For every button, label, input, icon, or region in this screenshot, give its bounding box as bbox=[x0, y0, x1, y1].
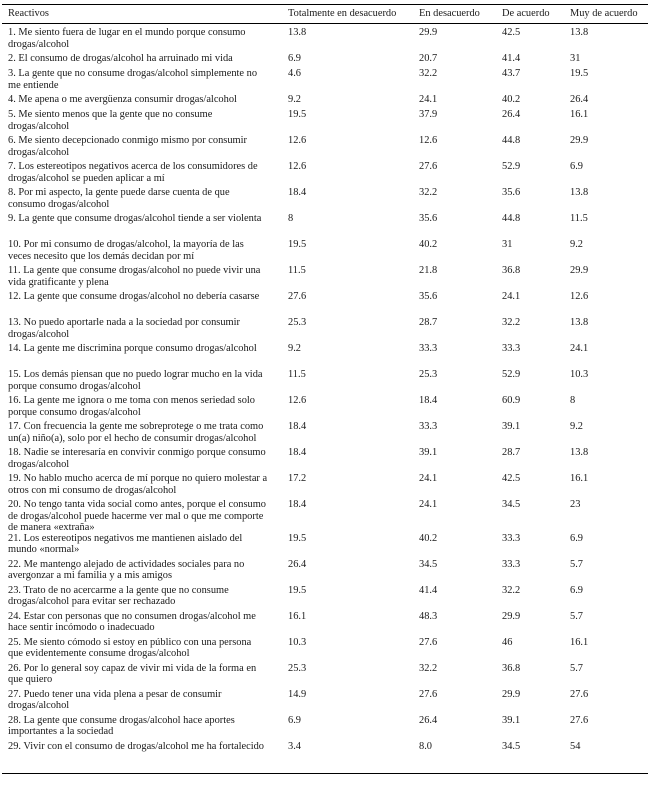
value-totalmente-en-desacuerdo: 14.9 bbox=[288, 689, 307, 701]
value-totalmente-en-desacuerdo: 11.5 bbox=[288, 265, 306, 277]
item-text: 4. Me apena o me avergüenza consumir drogas/alcohol bbox=[8, 94, 237, 106]
item-text: 1. Me siento fuera de lugar en el mundo porque consumo drogas/alcohol bbox=[8, 27, 246, 50]
header-reactivos: Reactivos bbox=[2, 5, 282, 24]
value-totalmente-en-desacuerdo: 18.4 bbox=[288, 447, 307, 459]
item-text: 9. La gente que consume drogas/alcohol tiende a ser violenta bbox=[8, 213, 262, 225]
table-row bbox=[2, 24, 648, 54]
table-row bbox=[2, 68, 648, 94]
value-muy-de-acuerdo: 23 bbox=[570, 499, 581, 511]
value-totalmente-en-desacuerdo: 4.6 bbox=[288, 68, 301, 80]
table-row bbox=[2, 499, 648, 533]
value-muy-de-acuerdo: 8 bbox=[570, 395, 576, 407]
value-en-desacuerdo: 39.1 bbox=[419, 447, 438, 459]
value-en-desacuerdo: 24.1 bbox=[419, 499, 438, 511]
value-totalmente-en-desacuerdo: 9.2 bbox=[288, 94, 301, 106]
item-text: 11. La gente que consume drogas/alcohol no puede vivir una vida gratificante y plena bbox=[8, 265, 261, 288]
value-muy-de-acuerdo: 11.5 bbox=[570, 213, 588, 225]
value-totalmente-en-desacuerdo: 10.3 bbox=[288, 637, 307, 649]
table-row bbox=[2, 447, 648, 473]
item-text: 16. La gente me ignora o me toma con menos seriedad solo porque consumo drogas/alcohol bbox=[8, 395, 255, 418]
table-row bbox=[2, 343, 648, 369]
value-totalmente-en-desacuerdo: 12.6 bbox=[288, 161, 307, 173]
value-totalmente-en-desacuerdo: 3.4 bbox=[282, 741, 413, 774]
value-en-desacuerdo: 34.5 bbox=[419, 559, 438, 571]
value-en-desacuerdo: 40.2 bbox=[419, 533, 438, 545]
item-text: 21. Los estereotipos negativos me mantienen aislado del mundo «normal» bbox=[8, 533, 243, 556]
value-totalmente-en-desacuerdo: 9.2 bbox=[288, 343, 301, 355]
value-muy-de-acuerdo: 13.8 bbox=[570, 447, 589, 459]
item-text: 2. El consumo de drogas/alcohol ha arruinado mi vida bbox=[8, 53, 233, 65]
value-totalmente-en-desacuerdo: 18.4 bbox=[288, 421, 307, 433]
table-row bbox=[2, 317, 648, 343]
value-de-acuerdo: 42.5 bbox=[502, 473, 521, 485]
value-de-acuerdo: 36.8 bbox=[502, 663, 521, 675]
value-totalmente-en-desacuerdo: 17.2 bbox=[288, 473, 307, 485]
value-muy-de-acuerdo: 9.2 bbox=[570, 239, 583, 251]
value-totalmente-en-desacuerdo: 11.5 bbox=[288, 369, 306, 381]
value-en-desacuerdo: 32.2 bbox=[419, 68, 438, 80]
value-muy-de-acuerdo: 5.7 bbox=[570, 663, 583, 675]
value-muy-de-acuerdo: 6.9 bbox=[570, 585, 583, 597]
value-en-desacuerdo: 41.4 bbox=[419, 585, 438, 597]
item-text: 22. Me mantengo alejado de actividades sociales para no avergonzar a mi familia y a mis amigos bbox=[8, 559, 245, 582]
value-de-acuerdo: 52.9 bbox=[502, 161, 521, 173]
table-row bbox=[2, 741, 648, 774]
value-de-acuerdo: 28.7 bbox=[502, 447, 521, 459]
table-row bbox=[2, 369, 648, 395]
value-muy-de-acuerdo: 13.8 bbox=[570, 317, 589, 329]
item-text: 20. No tengo tanta vida social como antes, porque el consumo de drogas/alcohol puede hacerme ver mal o que me comporte de manera «extraña» bbox=[8, 499, 266, 533]
item-text: 8. Por mi aspecto, la gente puede darse cuenta de que consumo drogas/alcohol bbox=[8, 187, 230, 210]
value-de-acuerdo: 33.3 bbox=[502, 559, 521, 571]
item-text: 29. Vivir con el consumo de drogas/alcohol me ha fortalecido bbox=[2, 741, 282, 774]
value-en-desacuerdo: 32.2 bbox=[419, 187, 438, 199]
value-totalmente-en-desacuerdo: 25.3 bbox=[288, 317, 307, 329]
value-en-desacuerdo: 40.2 bbox=[419, 239, 438, 251]
table-row bbox=[2, 715, 648, 741]
value-de-acuerdo: 29.9 bbox=[502, 611, 521, 623]
header-muy-de-acuerdo: Muy de acuerdo bbox=[564, 5, 648, 24]
value-muy-de-acuerdo: 5.7 bbox=[570, 559, 583, 571]
item-text: 24. Estar con personas que no consumen drogas/alcohol me hace sentir incómodo o inadecuado bbox=[8, 611, 256, 634]
value-totalmente-en-desacuerdo: 19.5 bbox=[288, 239, 307, 251]
value-de-acuerdo: 33.3 bbox=[502, 533, 521, 545]
value-muy-de-acuerdo: 16.1 bbox=[570, 473, 589, 485]
value-en-desacuerdo: 26.4 bbox=[419, 715, 438, 727]
value-de-acuerdo: 52.9 bbox=[502, 369, 521, 381]
value-en-desacuerdo: 33.3 bbox=[419, 343, 438, 355]
value-de-acuerdo: 35.6 bbox=[502, 187, 521, 199]
value-muy-de-acuerdo: 29.9 bbox=[570, 135, 589, 147]
table-row bbox=[2, 663, 648, 689]
stigma-survey-table bbox=[2, 4, 648, 774]
table-row bbox=[2, 395, 648, 421]
value-totalmente-en-desacuerdo: 19.5 bbox=[288, 585, 307, 597]
table-row bbox=[2, 559, 648, 585]
value-de-acuerdo: 43.7 bbox=[502, 68, 521, 80]
value-totalmente-en-desacuerdo: 12.6 bbox=[288, 135, 307, 147]
value-muy-de-acuerdo: 5.7 bbox=[570, 611, 583, 623]
value-en-desacuerdo: 18.4 bbox=[419, 395, 438, 407]
item-text: 12. La gente que consume drogas/alcohol no debería casarse bbox=[8, 291, 260, 303]
value-muy-de-acuerdo: 27.6 bbox=[570, 715, 589, 727]
header-de-acuerdo: De acuerdo bbox=[496, 5, 564, 24]
item-text: 27. Puedo tener una vida plena a pesar de consumir drogas/alcohol bbox=[8, 689, 222, 712]
table-row bbox=[2, 53, 648, 68]
value-de-acuerdo: 39.1 bbox=[502, 715, 521, 727]
item-text: 7. Los estereotipos negativos acerca de los consumidores de drogas/alcohol se pueden aplicar a mí bbox=[8, 161, 258, 184]
value-en-desacuerdo: 27.6 bbox=[419, 689, 438, 701]
item-text: 23. Trato de no acercarme a la gente que no consume drogas/alcohol para evitar ser rechazado bbox=[8, 585, 229, 608]
value-muy-de-acuerdo: 16.1 bbox=[570, 637, 589, 649]
value-muy-de-acuerdo: 9.2 bbox=[570, 421, 583, 433]
value-en-desacuerdo: 12.6 bbox=[419, 135, 438, 147]
value-totalmente-en-desacuerdo: 18.4 bbox=[288, 187, 307, 199]
value-totalmente-en-desacuerdo: 18.4 bbox=[288, 499, 307, 511]
value-muy-de-acuerdo: 13.8 bbox=[570, 27, 589, 39]
table-row bbox=[2, 291, 648, 317]
value-de-acuerdo: 39.1 bbox=[502, 421, 521, 433]
value-en-desacuerdo: 28.7 bbox=[419, 317, 438, 329]
value-de-acuerdo: 44.8 bbox=[502, 213, 521, 225]
table-row bbox=[2, 611, 648, 637]
table-row bbox=[2, 109, 648, 135]
value-muy-de-acuerdo: 26.4 bbox=[570, 94, 589, 106]
value-muy-de-acuerdo: 6.9 bbox=[570, 533, 583, 545]
item-text: 17. Con frecuencia la gente me sobreprotege o me trata como un(a) niño(a), solo por el hecho de consumir drogas/alcohol bbox=[8, 421, 264, 444]
table-body bbox=[2, 24, 648, 774]
value-de-acuerdo: 46 bbox=[502, 637, 513, 649]
header-totalmente-en-desacuerdo: Totalmente en desacuerdo bbox=[282, 5, 413, 24]
item-text: 18. Nadie se interesaría en convivir conmigo porque consumo drogas/alcohol bbox=[8, 447, 266, 470]
value-de-acuerdo: 42.5 bbox=[502, 27, 521, 39]
value-en-desacuerdo: 21.8 bbox=[419, 265, 438, 277]
item-text: 25. Me siento cómodo si estoy en público con una persona que evidentemente consume drogas/alcohol bbox=[8, 637, 252, 660]
value-totalmente-en-desacuerdo: 6.9 bbox=[288, 715, 301, 727]
value-totalmente-en-desacuerdo: 13.8 bbox=[288, 27, 307, 39]
value-totalmente-en-desacuerdo: 27.6 bbox=[288, 291, 307, 303]
item-text: 3. La gente que no consume drogas/alcohol simplemente no me entiende bbox=[8, 68, 258, 91]
value-muy-de-acuerdo: 27.6 bbox=[570, 689, 589, 701]
value-en-desacuerdo: 37.9 bbox=[419, 109, 438, 121]
table-row bbox=[2, 585, 648, 611]
value-en-desacuerdo: 48.3 bbox=[419, 611, 438, 623]
table-row bbox=[2, 239, 648, 265]
table-row bbox=[2, 265, 648, 291]
value-en-desacuerdo: 32.2 bbox=[419, 663, 438, 675]
value-muy-de-acuerdo: 29.9 bbox=[570, 265, 589, 277]
value-totalmente-en-desacuerdo: 8 bbox=[288, 213, 294, 225]
item-text: 19. No hablo mucho acerca de mí porque no quiero molestar a otros con mi consumo de drogas/alcohol bbox=[8, 473, 268, 496]
value-de-acuerdo: 33.3 bbox=[502, 343, 521, 355]
value-muy-de-acuerdo: 16.1 bbox=[570, 109, 589, 121]
value-de-acuerdo: 32.2 bbox=[502, 585, 521, 597]
value-de-acuerdo: 34.5 bbox=[496, 741, 564, 774]
value-totalmente-en-desacuerdo: 6.9 bbox=[288, 53, 301, 65]
value-de-acuerdo: 40.2 bbox=[502, 94, 521, 106]
value-totalmente-en-desacuerdo: 26.4 bbox=[288, 559, 307, 571]
table-row bbox=[2, 689, 648, 715]
value-totalmente-en-desacuerdo: 25.3 bbox=[288, 663, 307, 675]
value-en-desacuerdo: 8.0 bbox=[413, 741, 496, 774]
value-en-desacuerdo: 27.6 bbox=[419, 161, 438, 173]
value-de-acuerdo: 24.1 bbox=[502, 291, 521, 303]
value-muy-de-acuerdo: 6.9 bbox=[570, 161, 583, 173]
value-en-desacuerdo: 33.3 bbox=[419, 421, 438, 433]
value-en-desacuerdo: 27.6 bbox=[419, 637, 438, 649]
item-text: 14. La gente me discrimina porque consumo drogas/alcohol bbox=[8, 343, 257, 355]
value-en-desacuerdo: 35.6 bbox=[419, 291, 438, 303]
item-text: 28. La gente que consume drogas/alcohol hace aportes importantes a la sociedad bbox=[8, 715, 235, 738]
item-text: 5. Me siento menos que la gente que no consume drogas/alcohol bbox=[8, 109, 213, 132]
table-row bbox=[2, 161, 648, 187]
value-en-desacuerdo: 24.1 bbox=[419, 473, 438, 485]
value-totalmente-en-desacuerdo: 19.5 bbox=[288, 533, 307, 545]
value-muy-de-acuerdo: 31 bbox=[570, 53, 581, 65]
value-en-desacuerdo: 20.7 bbox=[419, 53, 438, 65]
value-en-desacuerdo: 35.6 bbox=[419, 213, 438, 225]
value-muy-de-acuerdo: 12.6 bbox=[570, 291, 589, 303]
table-row bbox=[2, 94, 648, 109]
value-totalmente-en-desacuerdo: 12.6 bbox=[288, 395, 307, 407]
item-text: 6. Me siento decepcionado conmigo mismo por consumir drogas/alcohol bbox=[8, 135, 247, 158]
value-de-acuerdo: 44.8 bbox=[502, 135, 521, 147]
item-text: 15. Los demás piensan que no puedo lograr mucho en la vida porque consumo drogas/alcohol bbox=[8, 369, 263, 392]
value-muy-de-acuerdo: 10.3 bbox=[570, 369, 589, 381]
item-text: 26. Por lo general soy capaz de vivir mi vida de la forma en que quiero bbox=[8, 663, 257, 686]
value-en-desacuerdo: 29.9 bbox=[419, 27, 438, 39]
table-row bbox=[2, 213, 648, 239]
value-totalmente-en-desacuerdo: 16.1 bbox=[288, 611, 307, 623]
table-row bbox=[2, 473, 648, 499]
value-en-desacuerdo: 25.3 bbox=[419, 369, 438, 381]
value-muy-de-acuerdo: 13.8 bbox=[570, 187, 589, 199]
value-en-desacuerdo: 24.1 bbox=[419, 94, 438, 106]
item-text: 13. No puedo aportarle nada a la sociedad por consumir drogas/alcohol bbox=[8, 317, 240, 340]
table-row bbox=[2, 187, 648, 213]
table-row bbox=[2, 533, 648, 559]
item-text: 10. Por mi consumo de drogas/alcohol, la mayoría de las veces necesito que los demás decidan por mí bbox=[8, 239, 244, 262]
header-en-desacuerdo: En desacuerdo bbox=[413, 5, 496, 24]
value-muy-de-acuerdo: 54 bbox=[564, 741, 648, 774]
value-muy-de-acuerdo: 24.1 bbox=[570, 343, 589, 355]
value-de-acuerdo: 31 bbox=[502, 239, 513, 251]
value-de-acuerdo: 26.4 bbox=[502, 109, 521, 121]
value-de-acuerdo: 36.8 bbox=[502, 265, 521, 277]
table-row bbox=[2, 421, 648, 447]
value-de-acuerdo: 41.4 bbox=[502, 53, 521, 65]
stigma-survey-table-container bbox=[2, 4, 648, 774]
value-totalmente-en-desacuerdo: 19.5 bbox=[288, 109, 307, 121]
value-de-acuerdo: 60.9 bbox=[502, 395, 521, 407]
value-de-acuerdo: 29.9 bbox=[502, 689, 521, 701]
value-de-acuerdo: 34.5 bbox=[502, 499, 521, 511]
value-de-acuerdo: 32.2 bbox=[502, 317, 521, 329]
table-header-row bbox=[2, 5, 648, 24]
table-row bbox=[2, 135, 648, 161]
table-row bbox=[2, 637, 648, 663]
value-muy-de-acuerdo: 19.5 bbox=[570, 68, 589, 80]
